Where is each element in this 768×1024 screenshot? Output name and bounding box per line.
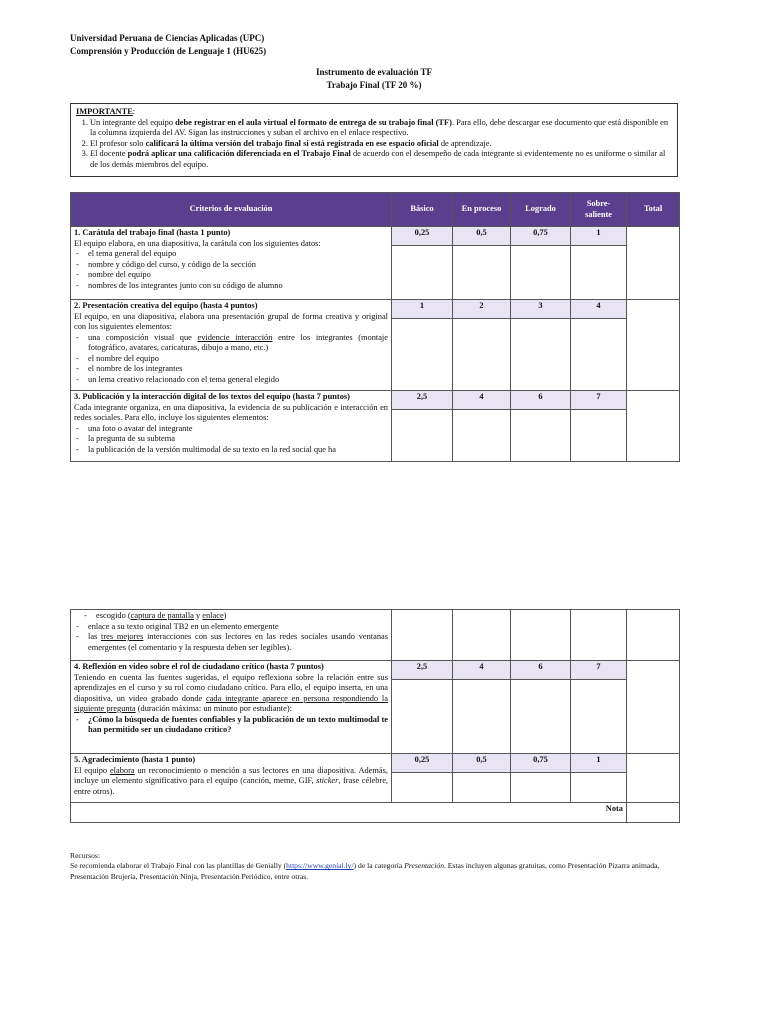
grade-cell[interactable] (511, 246, 571, 300)
note-value-cell[interactable] (627, 803, 680, 823)
header-total: Total (627, 193, 680, 227)
resources-label: Recursos: (70, 851, 100, 860)
important-item-2: 2. El profesor solo calificará la última versión del trabajo final si está registrada en ese espacio oficial de aprendizaje. (90, 139, 672, 150)
grade-cell[interactable] (453, 680, 511, 754)
important-list (76, 118, 672, 171)
criterion-3-continued-text: - escogido (captura de pantalla y enlace) - enlace a su texto original TB2 en un elemento emergente - las tres mejores interacciones con sus lectores en las redes sociales usando ventanas emergentes (el comentario y la respuesta deben ser legibles). (71, 610, 392, 661)
grade-cell[interactable] (511, 610, 571, 661)
resources-text: Se recomienda elaborar el Trabajo Final con las plantillas de Genially (https://www.genial.ly/) de la categoría Presentación. Estas incluyen algunas gratuitas, como Presentación Pizarra animada, Presentación Brujería, Presentación Ninja, Presentación Periódico, entre otras. (70, 861, 660, 881)
criterion-1-score-row (71, 227, 680, 246)
grade-cell[interactable] (453, 319, 511, 391)
grade-cell[interactable] (571, 246, 627, 300)
grade-cell[interactable] (511, 773, 571, 803)
header-in-progress: En proceso (453, 193, 511, 227)
genially-link[interactable]: https://www.genial.ly/ (286, 861, 354, 871)
score-basic: 0,25 (392, 227, 453, 246)
header-achieved: Logrado (511, 193, 571, 227)
score-outstanding: 4 (571, 300, 627, 319)
header-basic: Básico (392, 193, 453, 227)
rubric-table-page2 (70, 609, 680, 823)
criterion-2-score-row (71, 300, 680, 319)
grade-cell[interactable] (392, 319, 453, 391)
grade-cell[interactable] (511, 410, 571, 462)
header-row (71, 193, 680, 227)
score-achieved: 6 (511, 661, 571, 680)
grade-cell[interactable] (453, 610, 511, 661)
grade-cell[interactable] (571, 410, 627, 462)
course-name: Comprensión y Producción de Lenguaje 1 (HU625) (70, 46, 267, 56)
score-basic: 1 (392, 300, 453, 319)
important-item-3: 3. El docente podrá aplicar una calificación diferenciada en el Trabajo Final de acuerdo con el desempeño de cada integrante si evidentemente no es uniforme o similar al de los demás miembros del equipo. (90, 149, 672, 170)
score-basic: 2,5 (392, 391, 453, 410)
total-cell[interactable] (627, 754, 680, 803)
criterion-4-score-row (71, 661, 680, 680)
grade-cell[interactable] (392, 773, 453, 803)
university-name: Universidad Peruana de Ciencias Aplicadas (UPC) (70, 33, 265, 43)
score-outstanding: 7 (571, 661, 627, 680)
grade-cell[interactable] (571, 773, 627, 803)
total-cell[interactable] (627, 391, 680, 462)
score-outstanding: 7 (571, 391, 627, 410)
score-achieved: 3 (511, 300, 571, 319)
grade-cell[interactable] (453, 410, 511, 462)
important-notice: IMPORTANTE: 1. Un integrante del equipo debe registrar en el aula virtual el formato de entrega de su trabajo final (TF). Para ello, debe descargar ese documento que está disponible en la columna izquierda del AV. Sigan las instrucciones y suban el archivo en el enlace respectivo. 2. El profesor solo calificará la última versión del trabajo final si está registrada en ese espacio oficial de aprendizaje. 3. El docente podrá aplicar una calificación diferenciada en el Trabajo Final de acuerdo con el desempeño de cada integrante si evidentemente no es uniforme o similar al de los demás miembros del equipo. (70, 103, 678, 177)
score-basic: 2,5 (392, 661, 453, 680)
score-basic: 0,25 (392, 754, 453, 773)
criterion-3: 3. Publicación y la interacción digital de los textos del equipo (hasta 7 puntos) Cada integrante organiza, en una diapositiva, la evidencia de su publicación e interacción en redes sociales. Para ello, incluye los siguientes elementos: - una foto o avatar del integrante - la pregunta de su subtema - la publicación de la versión multimodal de su texto en la red social que ha (71, 391, 392, 462)
resources-footer (70, 851, 678, 882)
total-cell[interactable] (627, 227, 680, 300)
score-outstanding: 1 (571, 754, 627, 773)
grade-cell[interactable] (392, 246, 453, 300)
grade-cell[interactable] (453, 773, 511, 803)
important-item-1: 1. Un integrante del equipo debe registrar en el aula virtual el formato de entrega de su trabajo final (TF). Para ello, debe descargar ese documento que está disponible en la columna izquierda del AV. Sigan las instrucciones y suban el archivo en el enlace respectivo. (90, 118, 672, 139)
total-cell[interactable] (627, 661, 680, 754)
note-label: Nota (71, 803, 627, 823)
score-outstanding: 1 (571, 227, 627, 246)
grade-cell[interactable] (392, 410, 453, 462)
score-in-progress: 4 (453, 661, 511, 680)
header-criteria: Criterios de evaluación (71, 193, 392, 227)
work-title: Trabajo Final (TF 20 %) (326, 80, 422, 90)
total-cell[interactable] (627, 300, 680, 391)
grade-cell[interactable] (453, 246, 511, 300)
score-achieved: 0,75 (511, 754, 571, 773)
grade-cell[interactable] (392, 610, 453, 661)
score-in-progress: 2 (453, 300, 511, 319)
criterion-2: 2. Presentación creativa del equipo (hasta 4 puntos) El equipo, en una diapositiva, elabora una presentación grupal de forma creativa y original con los siguientes elementos: - una composición visual que evidencie interacción entre los integrantes (montaje fotográfico, avatares, caricaturas, dibujo a mano, etc.) - el nombre del equipo - el nombre de los integrantes - un lema creativo relacionado con el tema general elegido (71, 300, 392, 391)
grade-cell[interactable] (571, 610, 627, 661)
criterion-5-score-row (71, 754, 680, 773)
instrument-title: Instrumento de evaluación TF (315, 67, 433, 77)
score-achieved: 6 (511, 391, 571, 410)
header-outstanding: Sobre-saliente (571, 193, 627, 227)
total-cell[interactable] (627, 610, 680, 661)
criterion-1: 1. Carátula del trabajo final (hasta 1 punto) El equipo elabora, en una diapositiva, la carátula con los siguientes datos: - el tema general del equipo - nombre y código del curso, y código de la sección - nombre del equipo - nombres de los integrantes junto con su código de alumno (71, 227, 392, 300)
rubric-table-page1 (70, 192, 680, 462)
grade-cell[interactable] (571, 680, 627, 754)
grade-cell[interactable] (511, 680, 571, 754)
grade-cell[interactable] (571, 319, 627, 391)
score-in-progress: 0,5 (453, 754, 511, 773)
criterion-3-continued (71, 610, 680, 661)
criterion-4: 4. Reflexión en video sobre el rol de ciudadano crítico (hasta 7 puntos) Teniendo en cuenta las fuentes sugeridas, el equipo reflexiona sobre la relación entre sus aprendizajes en el curso y su rol como ciudadano crítico. Para ello, el equipo inserta, en una diapositiva, un video grabado donde cada integrante aparece en persona respondiendo la siguiente pregunta (duración máxima: un minuto por estudiante): - ¿Cómo la búsqueda de fuentes confiables y la publicación de un texto multimodal te han permitido ser un ciudadano crítico? (71, 661, 392, 754)
score-in-progress: 0,5 (453, 227, 511, 246)
criterion-5: 5. Agradecimiento (hasta 1 punto) El equipo elabora un reconocimiento o mención a sus lectores en una diapositiva. Además, incluye un elemento significativo para el equipo (canción, meme, GIF, sticker, frase célebre, entre otros). (71, 754, 392, 803)
grade-cell[interactable] (392, 680, 453, 754)
score-in-progress: 4 (453, 391, 511, 410)
note-row (71, 803, 680, 823)
grade-cell[interactable] (511, 319, 571, 391)
score-achieved: 0,75 (511, 227, 571, 246)
important-title: IMPORTANTE (76, 107, 133, 116)
criterion-3-score-row (71, 391, 680, 410)
